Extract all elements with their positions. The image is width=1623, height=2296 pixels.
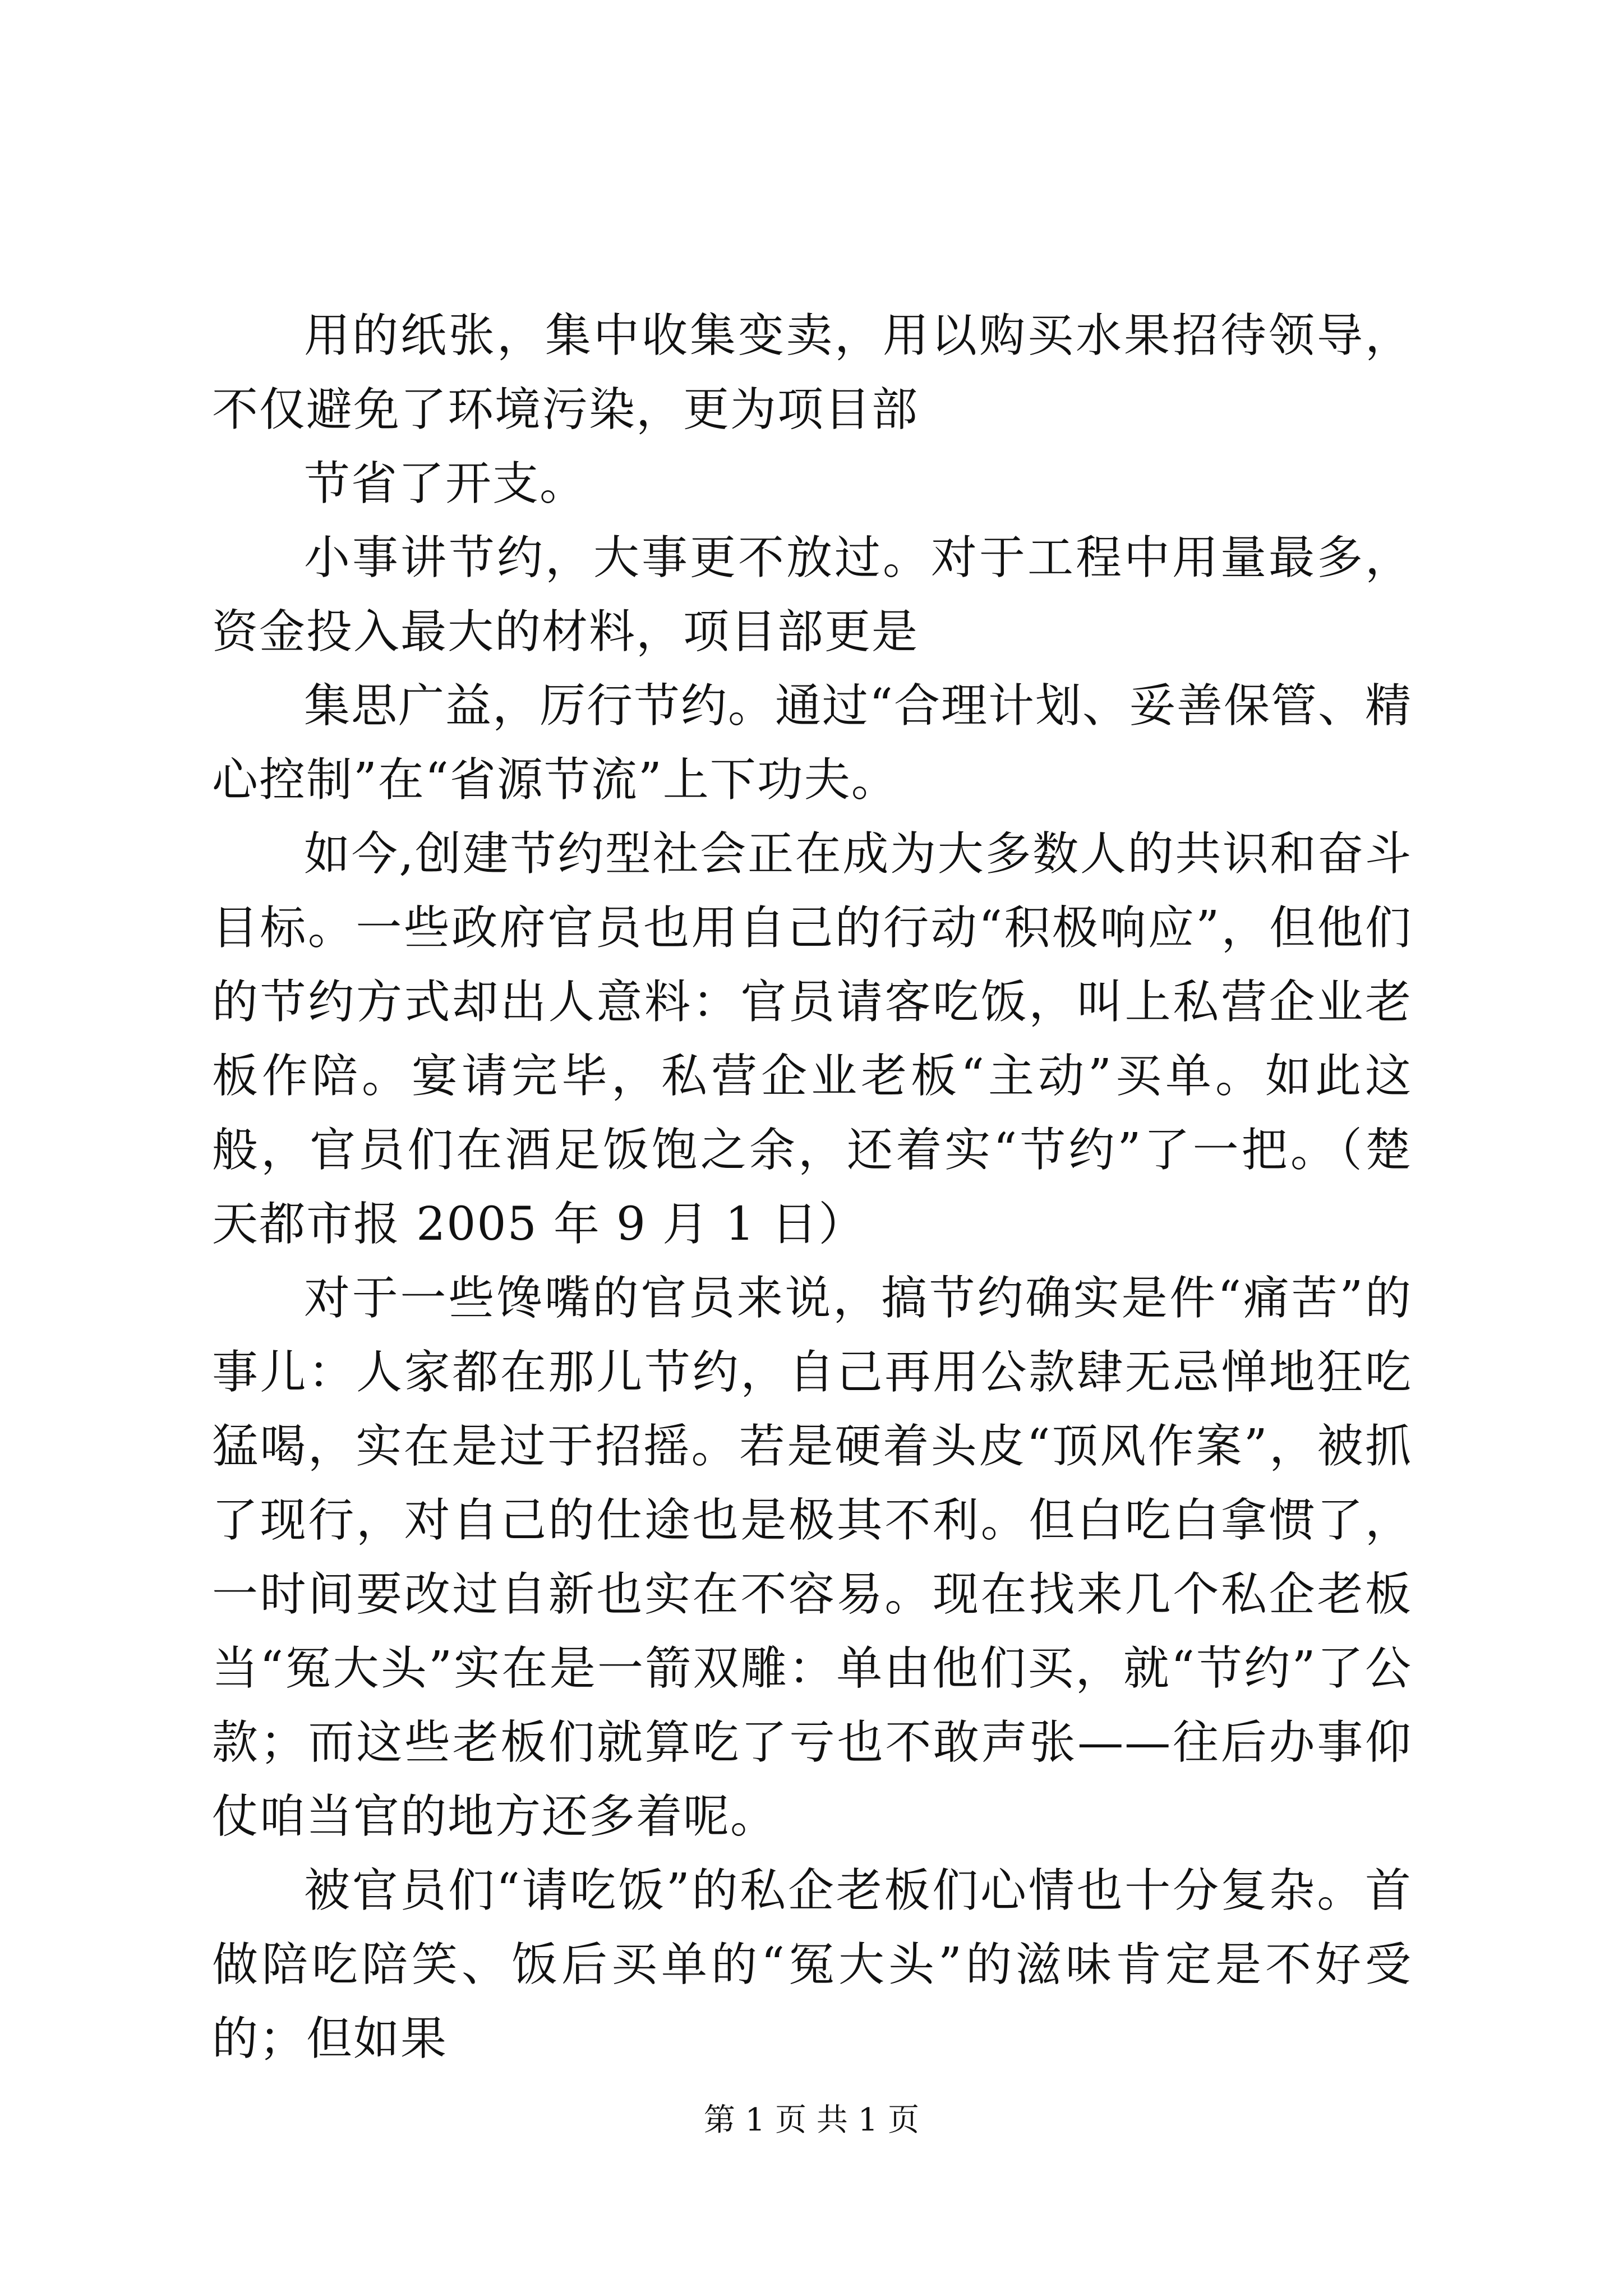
document-body — [212, 299, 1412, 2076]
paragraph: 小事讲节约，大事更不放过。对于工程中用量最多，资金投入最大的材料，项目部更是 — [212, 531, 1412, 659]
paragraph: 集思广益，厉行节约。通过“合理计划、妥善保管、精心控制”在“省源节流”上下功夫。 — [212, 679, 1412, 807]
paragraph: 对于一些馋嘴的官员来说，搞节约确实是件“痛苦”的事儿：人家都在那儿节约，自己再用公款肆无忌惮地狂吃猛喝，实在是过于招摇。若是硬着头皮“顶风作案”，被抓了现行，对自己的仕途也是极其不利。但白吃白拿惯了，一时间要改过自新也实在不容易。现在找来几个私企老板当“冤大头”实在是一箭双雕：单由他们买，就“节约”了公款；而这些老板们就算吃了亏也不敢声张——往后办事仰仗咱当官的地方还多着呢。 — [212, 1272, 1412, 1843]
paragraph: 如今,创建节约型社会正在成为大多数人的共识和奋斗目标。一些政府官员也用自己的行动“积极响应”，但他们的节约方式却出人意料：官员请客吃饭，叫上私营企业老板作陪。宴请完毕，私营企业老板“主动”买单。如此这般，官员们在酒足饭饱之余，还着实“节约”了一把。（楚天都市报 2005 年 9 月 1 日） — [212, 827, 1412, 1251]
paragraph: 用的纸张，集中收集变卖，用以购买水果招待领导，不仅避免了环境污染，更为项目部 — [212, 309, 1412, 436]
paragraph: 被官员们“请吃饭”的私企老板们心情也十分复杂。首做陪吃陪笑、饭后买单的“冤大头”的滋味肯定是不好受的；但如果 — [212, 1864, 1412, 2065]
paragraph: 节省了开支。 — [304, 457, 587, 510]
page-number-footer: 第 1 页 共 1 页 — [703, 2102, 920, 2138]
